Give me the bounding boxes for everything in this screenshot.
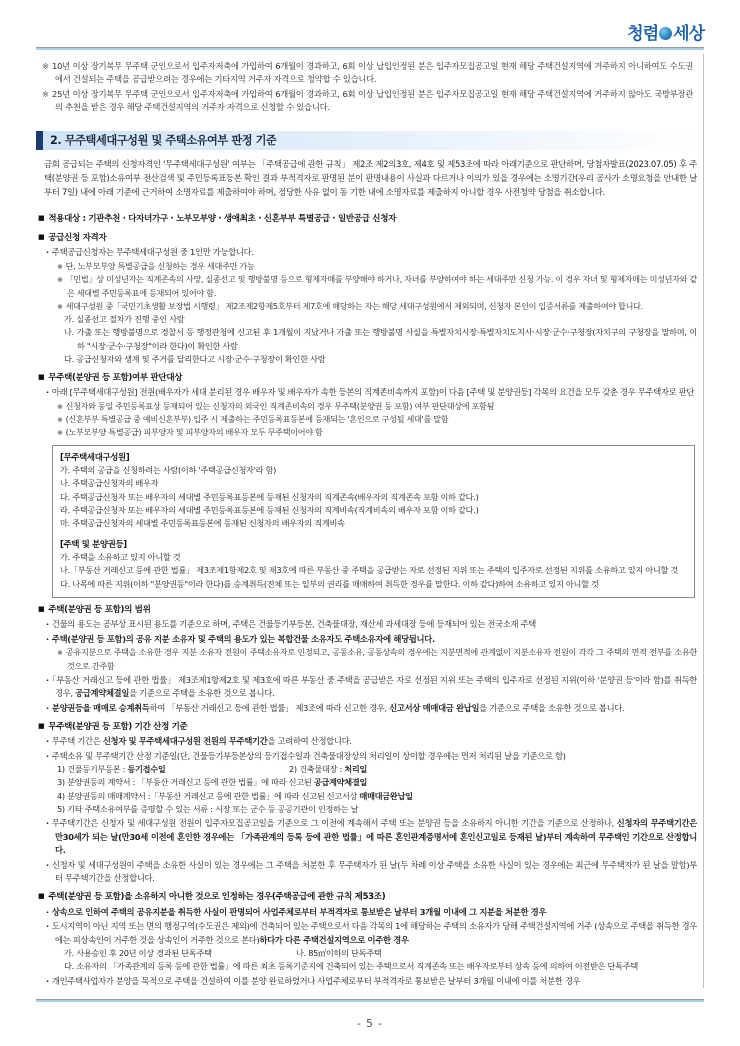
list-item: [57, 273, 697, 299]
list-item: 나. 가출 또는 행방불명으로 경찰서 등 행정관청에 신고된 후 1개월이 지났거나 가출 또는 행방불명 사실을 특별자치시장·특별자치도지사·시장·군수·구청장(자치구의 구청장을 말하며, 이하 "시장·군수·구청장"이라 한다)이 확인한 사람: [64, 327, 697, 351]
list-item-text: 「부동산 거래신고 등에 관한 법률」 제3조제1항제2호 및 제3호에 따른 부동산 중 주택을 공급받은 자로 선정된 지위 또는 주택의 입주자로 선정된 지위(이하 '분양권 등'이라 함)를 취득한 경우, 공급계약체결일을 기준으로 주택을 소유한 것으로 봅니다.: [51, 674, 697, 699]
list-item-text: 주택(분양권 등 포함)의 공유 지분 소유자 및 주택의 용도가 있는 복합건물 소유자도 주택소유자에 해당됩니다.: [51, 633, 435, 644]
list-item: 다. 공급신청자와 생계 및 주거를 달리한다고 시장·군수·구청장이 확인한 사람: [64, 353, 326, 364]
dot-bullet-icon: ·: [46, 633, 49, 644]
frame-line: 다. 나목에 따른 지위(이하 "분양권등"이라 한다)를 승계취득(전체 또는 일부의 권리를 매매하여 취득한 경우를 말한다. 이하 같다)하여 소유하고 있지 아니할 것: [60, 578, 599, 589]
star-marker-icon: ※: [57, 416, 63, 425]
list-item-text: 무주택기간은 신청자 및 세대구성원 전원이 입주자모집공고일을 기준으로 그 이전에 계속해서 주택 또는 분양권 등을 소유하지 아니한 기간을 기준으로 산정하나, 신청자의 무주택기간은 만30세가 되는 날(만30세 이전에 혼인한 경우에는 「가족관계의 등록 등에 관한 법률」에 따른 혼인관계증명서에 혼인신고일로 등재된 날)부터 계속하여 무주택인 기간으로 산정합니다.: [51, 818, 697, 856]
dot-bullet-icon: ·: [46, 818, 49, 829]
list-item: [46, 618, 697, 631]
logo-text-right: 세상: [673, 23, 704, 44]
list-item-text: (신혼부부 특별공급 중 예비신혼부부) 입주 시 제출하는 주민등록표등본에 등재되는 '혼인으로 구성될 세대'를 말함: [65, 414, 449, 425]
dot-bullet-icon: ·: [46, 736, 49, 747]
list-item: 가. 실종선고 절차가 진행 중인 사람: [64, 313, 185, 324]
top-notes-list: [36, 54, 703, 122]
bottom-divider: [36, 999, 704, 1002]
heading-period-criteria: [38, 721, 697, 734]
list-item: [57, 413, 697, 426]
list-item: [46, 817, 697, 857]
list-item: 3) 분양권등의 계약서 : 「부동산 거래신고 등에 관한 법률」에 따라 신고된 공급계약체결일: [57, 777, 368, 788]
list-item-text: (노부모부양 특별공급) 피부양자 및 피부양자의 배우자 모두 무주택이어야 함: [65, 427, 323, 438]
frame-line: 라. 주택공급신청자 또는 배우자의 세대별 주민등록표등본에 등재된 신청자의 직계비속(직계비속의 배우자 포함 이하 같다.): [60, 505, 479, 516]
list-item-text: 주택공급신청자는 무주택세대구성원 중 1인만 가능합니다.: [51, 247, 254, 258]
list-item-text-left: 가. 사용승인 후 20년 이상 경과된 단독주택: [64, 947, 212, 958]
list-item: [46, 633, 697, 646]
list-item-pair: [64, 947, 697, 960]
list-item: [57, 260, 697, 273]
apply-target-text: 적용대상 : 기관추천 · 다자녀가구 · 노부모부양 · 생애최초 · 신혼부부 특별공급 · 일반공급 신청자: [48, 214, 397, 225]
dot-bullet-icon: ·: [46, 619, 49, 630]
star-marker-icon: ※: [57, 402, 63, 411]
list-item: 5) 기타 주택소유여부를 증명할 수 있는 서류 : 시장 또는 군수 등 공공기관이 인정하는 날: [57, 803, 359, 814]
heading-qualified-applicant: [38, 232, 697, 245]
list-item-text: 공유지분으로 주택을 소유한 경우 지분 소유자 전원이 주택소유자로 인정되고, 공동소유, 공동상속의 경우에는 지분면적에 관계없이 지분소유자 전원이 각각 그 주택의 면적 전부를 소유한 것으로 간주함: [65, 647, 697, 671]
list-item-text: 건물의 용도는 공부상 표시된 용도를 기준으로 하며, 주택은 건물등기부등본, 건축물대장, 재산세 과세대장 등에 등재되어 있는 전국소재 주택: [51, 619, 537, 630]
frame-line: 가. 주택의 공급을 신청하려는 사람(이하 '주택공급신청자'라 함): [60, 464, 277, 475]
notes-outer-box: [36, 54, 704, 988]
square-bullet-icon: ■: [38, 605, 45, 614]
logo-text-left: 청렴: [627, 23, 659, 44]
list-item: [46, 246, 697, 259]
frame-title-household: [무주택세대구성원]: [60, 451, 130, 462]
section-title: 2. 무주택세대구성원 및 주택소유여부 판정 기준: [50, 134, 277, 148]
list-item: [57, 646, 697, 672]
dot-bullet-icon: ·: [46, 859, 49, 870]
list-item-text: 무주택 기간은 신청자 및 무주택세대구성원 전원의 무주택기간을 고려하여 산정합니다.: [51, 736, 352, 747]
square-bullet-icon: ■: [38, 722, 45, 731]
list-item-text: 개인주택사업자가 분양을 목적으로 주택을 건설하여 이를 분양 완료하였거나 사업주체로부터 부적격자로 통보받은 날부터 3개월 이내에 이를 처분한 경우: [51, 975, 581, 986]
frame-line: 나.「부동산 거래신고 등에 관한 법률」 제3조제1항제2호 및 제3호에 따른 부동산 중 주택을 공급받는 자로 선정된 지위 또는 주택의 입주자로 선정된 지위를 소유하고 있지 아니할 것: [60, 565, 679, 576]
list-item-text: 단, 노부모부양 특별공급을 신청하는 경우 세대주만 가능: [65, 260, 255, 271]
square-bullet-icon: ■: [38, 373, 45, 382]
top-divider: [36, 47, 704, 50]
list-item-text: 분양권등을 매매로 승계취득하여 「부동산 거래신고 등에 관한 법률」 제3조에 따라 신고한 경우, 신고서상 매매대금 완납일을 기준으로 주택을 소유한 것으로 봅니다.: [51, 702, 625, 713]
list-item: 다. 소유자의 「가족관계의 등록 등에 관한 법률」에 따른 최초 등록기준지에 건축되어 있는 주택으로서 직계존속 또는 배우자로부터 상속 등에 의하여 이전받은 단독주택: [64, 961, 638, 972]
heading-not-owned-cases: [38, 891, 697, 904]
lead-paragraph: 금회 공급되는 주택의 신청자격인 '무주택세대구성원' 여부는 「주택공급에 관한 규칙」 제2조 제2의3호, 제4호 및 제53조에 따라 아래기준으로 판단하며, 당첨자발표(2023.07.05) 후 주택(분양권 등 포함)소유여부 전산검색 및 주민등록표등본 확인 결과 부적격자로 판명된 분이 판명내용이 사실과 다르거나 이의가 있을 경우에는 소명기간(우리 공사가 소명요청을 안내한 날부터 7일) 내에 아래 기준에 근거하여 소명자료를 제출하여야 하며, 정당한 사유 없이 동 기한 내에 소명자료를 제출하지 아니할 경우 사전청약 당첨을 취소합니다.: [44, 158, 697, 197]
brand-logo: [574, 16, 704, 46]
list-item-text: 신청자와 동일 주민등록표상 등재되어 있는 신청자의 외국인 직계존비속의 경우 무주택(분양권 등 포함) 여부 판단대상에 포함됨: [65, 400, 495, 411]
list-item-pair: [57, 763, 697, 776]
list-item-text: 도시지역이 아닌 지역 또는 면의 행정구역(수도권은 제외)에 건축되어 있는 주택으로서 다음 각목의 1에 해당하는 주택의 소유자가 당해 주택건설지역에 거주 (상속으로 주택을 취득한 경우에는 피상속인이 거주한 것을 상속인이 거주한 것으로 본다)하다가 다른 주택건설지역으로 이주한 경우: [51, 921, 697, 945]
list-item: [57, 400, 697, 413]
list-item: [57, 426, 697, 439]
definition-frame-box: [52, 445, 695, 599]
list-item: [46, 920, 697, 947]
list-item-text: 주택소유 및 무주택기간 산정 기준일(단, 건물등기부등본상의 등기접수일과 건축물대장상의 처리일이 상이할 경우에는 먼저 처리된 날을 기준으로 함): [51, 750, 566, 761]
section-header: [36, 131, 703, 150]
star-marker-icon: ※: [57, 302, 63, 311]
globe-icon: [659, 27, 672, 40]
page-number: - 5 -: [357, 1018, 383, 1030]
frame-title-housing: [주택 및 분양권등]: [60, 538, 127, 549]
heading-text: 공급신청 자격자: [48, 233, 107, 244]
star-marker-icon: ※: [57, 262, 63, 271]
star-marker-icon: ※: [42, 88, 50, 99]
list-item: [46, 386, 697, 399]
list-item: [57, 300, 697, 313]
top-note-1-text: 10년 이상 장기복무 무주택 군인으로서 입주자저축에 가입하여 6개월이 경과하고, 6회 이상 납입인정된 분은 입주자모집공고일 현재 해당 주택건설지역에 거주하지 아니하여도 수도권에서 건설되는 주택을 공급받으려는 경우에는 기타지역 거주자 자격으로 청약할 수 있습니다.: [52, 61, 694, 85]
heading-text: 주택(분양권 등 포함)의 범위: [48, 605, 151, 616]
heading-homeless-判定: [38, 372, 697, 385]
star-marker-icon: ※: [57, 429, 63, 438]
apply-target-heading: [38, 213, 697, 226]
dot-bullet-icon: ·: [46, 921, 49, 932]
square-bullet-icon: ■: [38, 214, 45, 223]
section-accent-bar: [36, 131, 43, 150]
heading-text: 무주택(분양권 등 포함)여부 판단대상: [48, 373, 183, 384]
list-item: [46, 674, 697, 701]
list-item: [46, 735, 697, 748]
star-marker-icon: ※: [57, 276, 63, 285]
body-area: [36, 205, 703, 988]
list-item: 4) 분양권등의 매매계약서 :「부동산 거래신고 등에 관한 법률」에 따라 신고된 신고서상 매매대금완납일: [57, 790, 413, 801]
list-item-text: 세대구성원 중「국민기초생활 보장법 시행령」 제2조제2항제5호부터 제7호에 해당하는 자는 해당 세대구성원에서 제외되며, 신청자 본인이 입증서류를 제출하여야 합니다.: [65, 300, 643, 311]
dot-bullet-icon: ·: [46, 247, 49, 258]
document-content: [36, 54, 704, 990]
list-item-text: 신청자 및 세대구성원이 주택을 소유한 사실이 있는 경우에는 그 주택을 처분한 후 무주택자가 된 날(두 차례 이상 주택을 소유한 사실이 있는 경우에는 최근에 무주택자가 된 날을 말함)부터 무주택기간을 산정합니다.: [51, 859, 698, 884]
list-item-text: 상속으로 인하여 주택의 공유지분을 취득한 사실이 판명되어 사업주체로부터 부적격자로 통보받은 날부터 3개월 이내에 그 지분을 처분한 경우: [51, 906, 547, 917]
heading-text: 무주택(분양권 등 포함) 기간 산정 기준: [48, 722, 188, 733]
list-item: [46, 975, 697, 988]
frame-line: 마. 주택공급신청자의 세대별 주민등록표등본에 등재된 신청자의 배우자의 직계비속: [60, 518, 345, 529]
top-note-2-text: 25년 이상 장기복무 무주택 군인으로서 입주자저축에 가입하여 6개월이 경과하고, 6회 이상 납입인정된 분은 입주자모집공고일 현재 해당 주택건설지역에 거주하지 않아도 국방부장관의 추천을 받은 경우 해당 주택건설지역의 거주자 자격으로 신청할 수 있습니다.: [52, 88, 694, 113]
list-item-text-right: 나. 85㎡이하의 단독주택: [296, 947, 382, 958]
list-item-text-right: 2) 건축물대장 : 처리일: [289, 764, 368, 775]
list-item: [46, 750, 697, 763]
square-bullet-icon: ■: [38, 892, 45, 901]
square-bullet-icon: ■: [38, 233, 45, 242]
list-item-text: 「민법」상 미성년자는 직계존속의 사망, 실종선고 및 행방불명 등으로 형제자매를 부양해야 하거나, 자녀를 부양하여야 하는 세대주만 신청 가능. 이 경우 자녀 및 형제자매는 미성년자와 같은 세대별 주민등록표에 등재되어 있어야 함.: [65, 274, 698, 298]
star-marker-icon: ※: [42, 61, 50, 71]
list-item-text-left: 1) 건물등기부등본 : 등기접수일: [57, 764, 166, 775]
heading-text: 주택(분양권 등 포함)을 소유하지 아니한 것으로 인정하는 경우(주택공급에 관한 규칙 제53조): [48, 892, 386, 903]
frame-line: 가. 주택을 소유하고 있지 아니할 것: [60, 551, 181, 562]
top-note-2: [42, 88, 693, 115]
frame-line: 나. 주택공급신청자의 배우자: [60, 478, 159, 489]
dot-bullet-icon: ·: [46, 674, 49, 685]
dot-bullet-icon: ·: [46, 387, 49, 398]
list-item: [46, 702, 697, 715]
star-marker-icon: ※: [57, 649, 63, 658]
list-item: [46, 906, 697, 919]
heading-housing-scope: [38, 604, 697, 617]
frame-line: 다. 주택공급신청자 또는 배우자의 세대별 주민등록표등본에 등재된 신청자의 직계존속(배우자의 직계존속 포함 이하 같다.): [60, 491, 479, 502]
dot-bullet-icon: ·: [46, 906, 49, 917]
top-note-1: [42, 60, 693, 87]
dot-bullet-icon: ·: [46, 975, 49, 986]
list-item: [46, 859, 697, 886]
dot-bullet-icon: ·: [46, 750, 49, 761]
dot-bullet-icon: ·: [46, 702, 49, 713]
list-item-text: 아래 [무주택세대구성원] 전원(배우자가 세대 분리된 경우 배우자 및 배우자가 속한 등본의 직계존비속까지 포함)이 다음 [주택 및 분양권등] 각목의 요건을 모두 갖춘 경우 무주택자로 판단: [51, 387, 695, 398]
